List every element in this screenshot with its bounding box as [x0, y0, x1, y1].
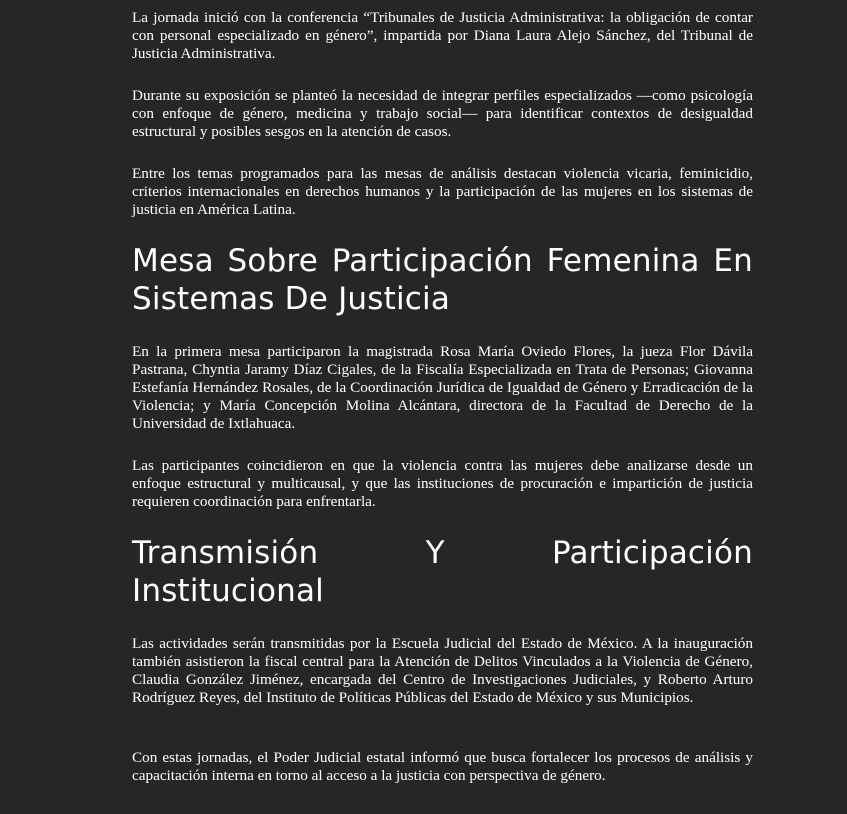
intro-paragraph-1: La jornada inició con la conferencia “Tribunales de Justicia Administrativa: la obligación de contar con personal especializado en género”, impartida por Diana Laura Alejo Sánchez, del Tribunal de Justicia Administrativa.	[132, 9, 753, 62]
section1-paragraph-1: En la primera mesa participaron la magistrada Rosa María Oviedo Flores, la jueza Flor Dávila Pastrana, Chyntia Jaramy Díaz Cigales, de la Fiscalía Especializada en Trata de Personas; Giovanna Estefanía Hernández Rosales, de la Coordinación Jurídica de Igualdad de Género y Erradicación de la Violencia; y María Concepción Molina Alcántara, directora de la Facultad de Derecho de la Universidad de Ixtlahuaca.	[132, 343, 753, 432]
section1-paragraph-2: Las participantes coincidieron en que la violencia contra las mujeres debe analizarse desde un enfoque estructural y multicausal, y que las instituciones de procuración e impartición de justicia requieren coordinación para enfrentarla.	[132, 457, 753, 510]
intro-paragraph-3: Entre los temas programados para las mesas de análisis destacan violencia vicaria, feminicidio, criterios internacionales en derechos humanos y la participación de las mujeres en los sistemas de justicia en América Latina.	[132, 165, 753, 218]
intro-paragraph-2: Durante su exposición se planteó la necesidad de integrar perfiles especializados —como psicología con enfoque de género, medicina y trabajo social— para identificar contextos de desigualdad estructural y posibles sesgos en la atención de casos.	[132, 87, 753, 140]
section-heading-transmision: Transmisión Y Participación Institucional	[132, 535, 753, 609]
section2-paragraph-1: Las actividades serán transmitidas por la Escuela Judicial del Estado de México. A la inauguración también asistieron la fiscal central para la Atención de Delitos Vinculados a la Violencia de Género, Claudia González Jiménez, encargada del Centro de Investigaciones Judiciales, y Roberto Arturo Rodríguez Reyes, del Instituto de Políticas Públicas del Estado de México y sus Municipios.	[132, 635, 753, 706]
section-heading-participacion-femenina: Mesa Sobre Participación Femenina En Sistemas De Justicia	[132, 243, 753, 317]
section2-paragraph-2: Con estas jornadas, el Poder Judicial estatal informó que busca fortalecer los procesos de análisis y capacitación interna en torno al acceso a la justicia con perspectiva de género.	[132, 749, 753, 784]
